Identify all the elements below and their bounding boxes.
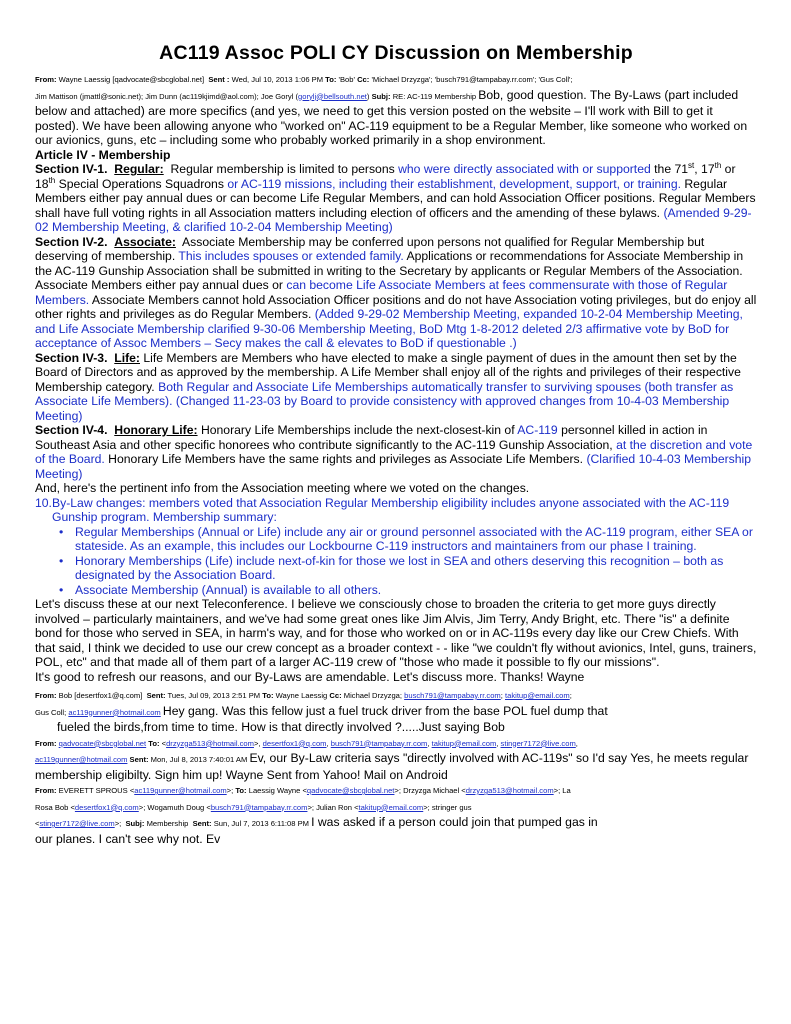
discuss-paragraph: Let's discuss these at our next Teleconference. I believe we consciously chose to broaden the criteria to get more guys directly involved – particularly maintainers, and we've had some great ones like Jim Alvis, Jim Terry, Andy Bright, etc. There "is" a definite bond for those who served in SEA, in harm's way, and for those who worked on or in AC-119s every day like our Crew Chiefs. With that said, I think we decided to use our crew concept as a broader context - - like "we couldn't fly without avionics, Intel, guns, trainers, POL, etc" and that made all of them part of a larger AC-119 crew of "those who made it possible to fly our missions". xyxy=(35,597,757,669)
section-text: the 71 xyxy=(654,162,689,176)
pertinent-info: And, here's the pertinent info from the Association meeting where we voted on the changes. xyxy=(35,481,530,495)
to-value: >; stringer gus xyxy=(423,802,472,812)
cc-value-2: Jim Mattison (jmattl@sonic.net); Jim Dunn (ac119kjimd@aol.com); Joe Goryl ( xyxy=(35,91,298,101)
document xyxy=(35,42,757,846)
list-item-text: Honorary Memberships (Life) include next-of-kin for those we lost in SEA and others deserving this recognition – both as designated by the Association Board. xyxy=(75,553,724,582)
section-label: Section IV-4. xyxy=(35,423,108,437)
email-link[interactable]: desertfox1@q.com xyxy=(74,802,139,812)
to-label: To: xyxy=(262,691,274,700)
email-link[interactable]: ac119gunner@hotmail.com xyxy=(134,786,227,795)
section-text: Associate Members cannot hold Association Officer positions and do not have Association voting privileges, but do enjoy all other rights and privileges as do Regular Members. xyxy=(35,292,757,321)
email-link[interactable]: qadvocate@sbcglobal.net xyxy=(58,738,147,748)
section-text-blue: Both Regular and Associate Life Memberships automatically transfer to surviving spouses (both transfer as Associate Life Members). (Changed 11-23-03 by Board to provide consistency with approved changes from 10-4-03 Membership Meeting) xyxy=(35,379,734,423)
bylaw-changes xyxy=(35,496,757,598)
email-wayne-jul08 xyxy=(35,735,757,783)
email-everett-jul07 xyxy=(35,782,757,846)
from-value: Bob [desertfox1@q.com] xyxy=(58,691,143,700)
email-link[interactable]: busch791@tampabay.rr.com xyxy=(210,802,308,812)
from-label: From: xyxy=(35,691,57,700)
section-text: Regular Members either pay annual dues or can become Life Regular Members, and can hold Association Officer positions. Regular Members shall have full voting rights in all Association matters including election of officers and the amending of these bylaws. xyxy=(35,176,756,220)
to-label: To: xyxy=(235,786,247,795)
section-text-blue: AC-119 xyxy=(517,423,558,437)
section-text: Honorary Life Members have the same rights and privileges as Associate Life Members. xyxy=(104,452,587,466)
cc-value-2: Gus Coll; xyxy=(35,707,69,717)
section-title: Honorary Life: xyxy=(114,423,198,437)
section-text-blue: can become Life Associate Members at fees commensurate with those of Regular Members. xyxy=(35,278,728,307)
section-text-blue: This includes spouses or extended family. xyxy=(178,249,404,263)
email-link[interactable]: gorylj@bellsouth.net xyxy=(298,91,367,101)
list-item xyxy=(35,554,757,583)
section-text: Applications or recommendations for Associate Membership in the AC-119 Gunship Association shall be submitted in writing to the Secretary by applicants or Regular Members of the Association. Associate Members either pay annual dues or xyxy=(35,249,744,292)
to-label: To: xyxy=(325,75,337,84)
section-text: or 18 xyxy=(35,162,736,191)
from-label: From: xyxy=(35,75,57,84)
email-link[interactable]: qadvocate@sbcglobal.net xyxy=(306,786,395,795)
separator: , xyxy=(427,738,432,748)
section-text: Special Operations Squadrons xyxy=(55,176,228,191)
section-label: Section IV-2. xyxy=(35,234,108,249)
section-text: Regular membership is limited to persons xyxy=(170,162,399,176)
section-label: Section IV-1. xyxy=(35,162,108,176)
membership-summary-list xyxy=(35,525,757,598)
separator: >; xyxy=(226,786,234,795)
to-value: < xyxy=(35,819,40,828)
separator: , xyxy=(326,738,331,748)
sent-label: Sent: xyxy=(146,691,166,700)
subj-label: Subj: xyxy=(371,91,391,101)
email-body-start: Hey gang. Was this fellow just a fuel truck driver from the base POL fuel dump that xyxy=(162,703,608,718)
sent-value: Sun, Jul 7, 2013 6:11:08 PM xyxy=(213,819,309,828)
email-body: our planes. I can't see why not. Ev xyxy=(35,831,221,846)
list-number: 10. xyxy=(35,495,52,510)
email-link[interactable]: stinger7172@live.com xyxy=(39,819,115,828)
section-text: Associate Membership may be conferred upon persons not qualified for Regular Membership but deserving of membership. xyxy=(35,234,705,263)
section-iv-1 xyxy=(35,162,757,235)
bylaw-text: By-Law changes: members voted that Association Regular Membership eligibility includes anyone associated with the AC-119 Gunship program. Membership summary: xyxy=(52,495,730,524)
section-text-blue: at the discretion and vote of the Board. xyxy=(35,437,753,466)
refresh-paragraph: It's good to refresh our reasons, and our By-Laws are amendable. Let's discuss more. Thanks! Wayne xyxy=(35,669,585,684)
to-value: Wayne Laessig xyxy=(275,691,328,700)
article-heading: Article IV - Membership xyxy=(35,147,171,162)
to-value: >; Drzyzga Michael < xyxy=(394,786,466,795)
to-value: >; Julian Ron < xyxy=(307,802,359,812)
to-value: >; xyxy=(114,819,122,828)
email-body-start: I was asked if a person could join that pumped gas in xyxy=(311,815,598,829)
section-text: Honorary Life Memberships include the next-closest-kin of xyxy=(197,423,518,437)
email-link[interactable]: drzyzga513@hotmail.com xyxy=(166,738,254,748)
from-label: From: xyxy=(35,738,57,748)
email-link[interactable]: takitup@email.com xyxy=(505,691,570,700)
superscript: th xyxy=(48,175,56,185)
cc-value: 'Michael Drzyzga'; 'busch791@tampabay.rr.com'; 'Gus Coll'; xyxy=(371,75,573,84)
email-body: fueled the birds,from time to time. How is that directly involved ?.....Just saying Bob xyxy=(57,720,505,734)
section-iv-2 xyxy=(35,235,757,351)
section-title: Life: xyxy=(114,350,140,365)
separator: ; xyxy=(500,691,505,700)
from-value: Wayne Laessig [qadvocate@sbcglobal.net] xyxy=(58,75,205,84)
bullet: • xyxy=(59,524,64,539)
section-text: personnel killed in action in Southeast Asia and other specific honorees who contribute significantly to the AC-119 Gunship Association, xyxy=(35,423,708,452)
subj-label: Subj: xyxy=(125,819,145,828)
list-item xyxy=(35,583,757,598)
email-body: question. The By-Laws (part included below and attached) are more specifics (and yes, we need to get this version posted on the website – I'll work with Bill to get it posted). We have been allowing anyone who "worked on" AC-119 equipment to be a Regular Member, like someone who worked on our avionics, guns, etc – including some who probably worked primarily in a shop environment. xyxy=(35,87,748,147)
email-body-start: Ev, our By-Law criteria says "directly involved with AC-119s" so I'd xyxy=(249,751,605,765)
cc-value: Michael Drzyzga; xyxy=(343,691,405,700)
section-title: Regular: xyxy=(114,162,164,176)
section-iv-3 xyxy=(35,351,757,424)
sent-label: Sent: xyxy=(129,755,149,764)
subj-value: RE: AC-119 Membership xyxy=(392,91,477,101)
to-value: Laessig Wayne < xyxy=(248,786,307,795)
email-link[interactable]: takitup@email.com xyxy=(358,802,424,812)
to-value: Rosa Bob < xyxy=(35,802,75,812)
email-link[interactable]: ac119gunner@hotmail.com xyxy=(68,707,161,717)
email-link[interactable]: ac119gunner@hotmail.com xyxy=(35,755,128,764)
page-title: AC119 Assoc POLI CY Discussion on Membership xyxy=(159,42,633,64)
separator: < xyxy=(159,738,167,748)
section-text-blue: or AC-119 missions, including their establishment, development, support, or training. xyxy=(227,176,681,191)
from-value: EVERETT SPROUS < xyxy=(58,786,135,795)
sent-label: Sent : xyxy=(208,75,230,84)
email-link[interactable]: stinger7172@live.com xyxy=(500,738,576,748)
email-body: say Yes, he meets regular membership eligibilty. Sign him up! Wayne Sent from Yahoo! Mail on Android xyxy=(35,751,749,782)
section-text: , 17 xyxy=(694,162,715,176)
superscript: st xyxy=(688,160,695,170)
email-bob-jul09 xyxy=(35,687,757,735)
email-link[interactable]: drzyzga513@hotmail.com xyxy=(465,786,554,795)
cc-label: Cc: xyxy=(357,75,370,84)
section-text-blue: (Amended 9-29-02 Membership Meeting, & clarified 10-2-04 Membership Meeting) xyxy=(35,205,752,234)
email-link[interactable]: busch791@tampabay.rr.com xyxy=(330,738,428,748)
superscript: th xyxy=(714,160,722,170)
cc-end: ) xyxy=(366,91,370,101)
cc-label: Cc: xyxy=(329,691,342,700)
to-label: To: xyxy=(148,738,160,748)
bullet: • xyxy=(59,553,64,568)
section-text-blue: who were directly associated with or supported xyxy=(398,162,651,176)
subj-value: Membership xyxy=(146,819,189,828)
from-label: From: xyxy=(35,786,57,795)
sent-value: Mon, Jul 8, 2013 7:40:01 AM xyxy=(150,755,248,764)
section-text-blue: (Added 9-29-02 Membership Meeting, expanded 10-2-04 Membership Meeting, and Life Associate Membership clarified 9-30-06 Membership Meeting, BoD Mtg 1-8-2012 deleted 2/3 affirmative vote by BoD for acceptance of Assoc Members – Secy makes the call & elevates to BoD if questionable .) xyxy=(35,307,743,350)
to-value: 'Bob' xyxy=(338,75,358,84)
email-link[interactable]: takitup@email.com xyxy=(431,738,497,748)
list-item-text: Regular Memberships (Annual or Life) include any air or ground personnel associated with the AC-119 program, either SEA or stateside. As an example, this includes our Lockbourne C-119 instructors and maintainers from our phase I training. xyxy=(75,524,753,553)
separator: , xyxy=(496,738,501,748)
separator: ; xyxy=(569,691,572,700)
section-title: Associate: xyxy=(114,234,176,249)
section-iv-4 xyxy=(35,423,757,481)
list-item-text: Associate Membership (Annual) is available to all others. xyxy=(75,582,382,597)
sent-label: Sent: xyxy=(192,819,212,828)
to-value: >; La xyxy=(553,786,571,795)
email-link[interactable]: busch791@tampabay.rr.com xyxy=(404,691,501,700)
to-value: >; Wogamuth Doug < xyxy=(138,802,211,812)
list-item xyxy=(35,525,757,554)
bullet: • xyxy=(59,582,64,597)
separator: , xyxy=(575,738,578,748)
sent-value: Wed, Jul 10, 2013 1:06 PM xyxy=(231,75,324,84)
separator: >, xyxy=(253,738,263,748)
email-body-start: Bob, good xyxy=(478,87,534,102)
section-label: Section IV-3. xyxy=(35,350,108,365)
sent-value: Tues, Jul 09, 2013 2:51 PM xyxy=(167,691,261,700)
email-wayne-jul10 xyxy=(35,71,757,148)
email-link[interactable]: desertfox1@q.com xyxy=(262,738,327,748)
section-text-blue: (Clarified 10-4-03 Membership Meeting) xyxy=(35,452,752,481)
section-text: Life Members are Members who have elected to make a single payment of dues in the amount then set by the Board of Directors and as approved by the membership. A Life Member shall enjoy all of the rights and privileges of their respective Membership category. xyxy=(35,350,741,394)
